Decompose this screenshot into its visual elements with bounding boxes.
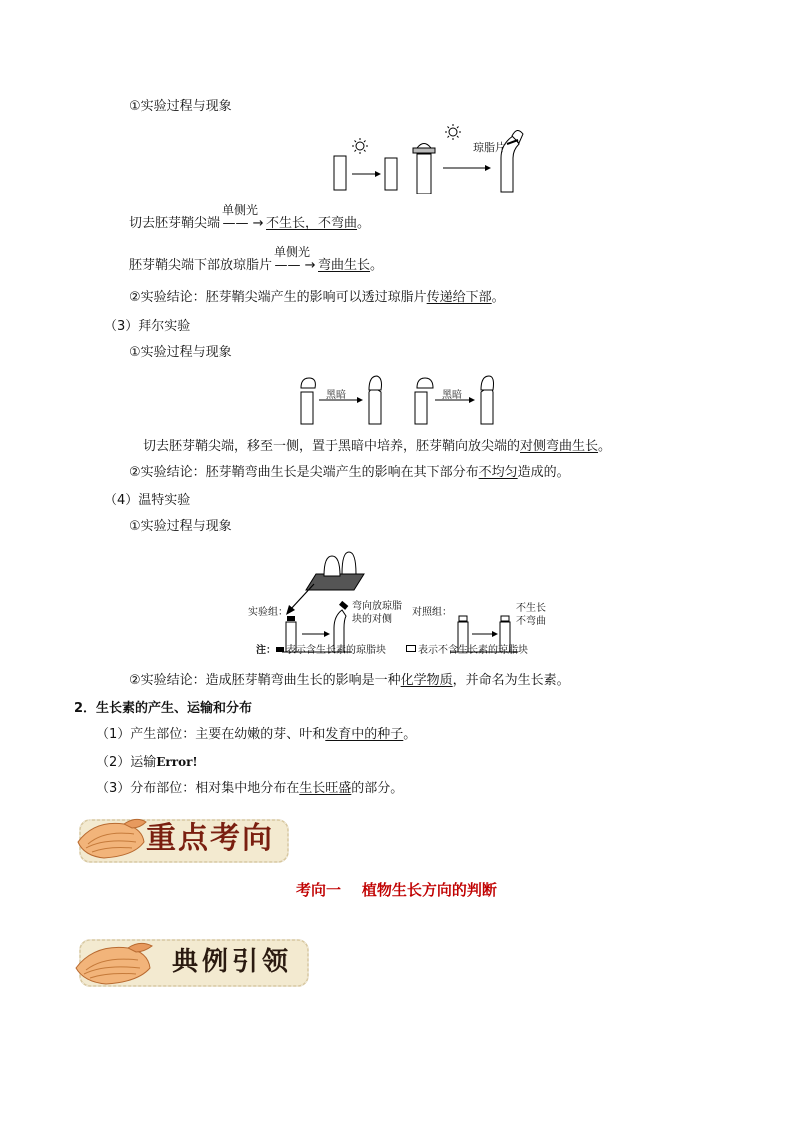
text: 胚芽鞘尖端下部放琼脂片: [129, 258, 273, 273]
answer-underlined: 不均匀: [478, 465, 518, 480]
sun-icon: [352, 138, 368, 154]
text: 。: [598, 439, 612, 454]
jensen-experiment-figure: [325, 122, 535, 198]
jensen-line-agar: [129, 245, 384, 275]
went-heading: （4）温特实验: [104, 493, 191, 508]
agar-slice: [413, 148, 435, 153]
text: 。: [403, 727, 417, 742]
text: ②实验结论：造成胚芽鞘弯曲生长的影响是一种: [129, 673, 401, 688]
banner-key-focus: [74, 812, 294, 872]
note-line: 弯向放琼脂: [352, 601, 402, 612]
answer-underlined: 不生长，不弯曲: [266, 216, 358, 231]
coleoptile-cut: [415, 392, 427, 424]
agar-block-with-auxin: [339, 601, 348, 610]
text: （3）分布部位：相对集中地分布在: [96, 781, 300, 796]
arrow-icon: [357, 397, 363, 403]
coleoptile-tip: [481, 376, 494, 390]
text: 。: [491, 290, 505, 305]
coleoptile-tip: [324, 556, 340, 576]
agar-block-without-auxin: [501, 616, 509, 621]
coleoptile-tip: [417, 144, 431, 149]
answer-underlined: 生长旺盛: [299, 781, 352, 796]
paal-conclusion: [129, 464, 570, 482]
dark-label: 黑暗: [326, 390, 346, 401]
answer-underlined: 发育中的种子: [325, 727, 404, 742]
answer-underlined: 对侧弯曲生长: [520, 439, 599, 454]
arrow-icon: [492, 631, 498, 637]
list-item: [96, 780, 403, 798]
text: ②实验结论：胚芽鞘尖端产生的影响可以透过琼脂片: [129, 290, 427, 305]
coleoptile-tip: [417, 378, 433, 388]
banner-typical-example: [74, 934, 314, 996]
arrow-icon: [324, 631, 330, 637]
text: 切去胚芽鞘尖端，移至一侧，置于黑暗中培养，胚芽鞘向放尖端的: [143, 439, 521, 454]
step-title: ①实验过程与现象: [129, 519, 232, 534]
banner-title: 典例引领: [172, 947, 293, 977]
experimental-group-label: 实验组：: [248, 607, 288, 618]
experimental-group-note: [352, 600, 402, 626]
control-group-label: 对照组：: [412, 607, 452, 618]
paal-description: [143, 438, 611, 456]
coleoptile-bent: [481, 388, 493, 425]
went-figure-svg: [246, 540, 566, 660]
error-text: Error!: [156, 755, 198, 769]
coleoptile-tip: [369, 376, 382, 390]
agar-block-with-auxin: [287, 616, 295, 621]
agar-label: 琼脂片: [473, 141, 506, 154]
answer-underlined: 弯曲生长: [318, 258, 371, 273]
text: 的部分。: [351, 781, 404, 796]
list-item: [96, 726, 416, 744]
coleoptile-tip: [342, 552, 356, 574]
light-label: 单侧光: [274, 245, 311, 259]
coleoptile-bent: [369, 388, 381, 425]
went-experiment-figure: [246, 540, 566, 664]
text: 造成的。: [517, 465, 570, 480]
jensen-line-cut: [129, 203, 371, 233]
coleoptile-cut: [301, 392, 313, 424]
note-line: 块的对侧: [352, 614, 392, 625]
arrow-with-label: 单侧光 —— →: [274, 245, 316, 273]
section-heading: 2．生长素的产生、运输和分布: [74, 701, 253, 716]
paal-heading: （3）拜尔实验: [104, 319, 191, 334]
coleoptile-with-agar: [417, 154, 431, 194]
legend-filled-text: 表示含生长素的琼脂块: [286, 645, 386, 656]
answer-underlined: 传递给下部: [426, 290, 492, 305]
sun-icon: [445, 124, 461, 140]
text: 切去胚芽鞘尖端: [129, 216, 221, 231]
paal-experiment-figure: [295, 366, 505, 430]
light-label: 单侧光: [222, 203, 259, 217]
text: （2）运输: [96, 755, 157, 770]
empty-block-icon: [406, 645, 416, 652]
step-title: ①实验过程与现象: [129, 345, 232, 360]
arrow-icon: [485, 165, 491, 171]
text: 。: [370, 258, 384, 273]
figure-legend: [256, 644, 528, 658]
legend-prefix: 注：: [256, 645, 276, 656]
arrow-with-label: 单侧光 —— →: [222, 203, 264, 231]
text: ，并命名为生长素。: [452, 673, 570, 688]
jensen-conclusion: [129, 289, 505, 307]
went-conclusion: [129, 672, 570, 690]
control-group-note: [516, 602, 546, 628]
arrow-icon: [469, 397, 475, 403]
dark-label: 黑暗: [442, 390, 462, 401]
jensen-figure-svg: [325, 122, 535, 194]
note-line: 不生长: [516, 603, 546, 614]
coleoptile-cut: [334, 156, 346, 190]
text: ②实验结论：胚芽鞘弯曲生长是尖端产生的影响在其下部分布: [129, 465, 479, 480]
text: （1）产生部位：主要在幼嫩的芽、叶和: [96, 727, 326, 742]
text: 。: [357, 216, 371, 231]
legend-empty-text: 表示不含生长素的琼脂块: [418, 645, 528, 656]
coleoptile-tip: [301, 378, 315, 388]
answer-underlined: 化学物质: [400, 673, 453, 688]
topic-title: 考向一 植物生长方向的判断: [296, 881, 497, 899]
filled-block-icon: [276, 647, 284, 652]
agar-block-without-auxin: [459, 616, 467, 621]
step-title: ①实验过程与现象: [129, 99, 232, 114]
coleoptile-result: [385, 158, 397, 190]
note-line: 不弯曲: [516, 616, 546, 627]
agar-slice: [507, 140, 518, 144]
banner-title: 重点考向: [146, 821, 274, 856]
list-item: [96, 753, 198, 772]
arrow-icon: [375, 171, 381, 177]
